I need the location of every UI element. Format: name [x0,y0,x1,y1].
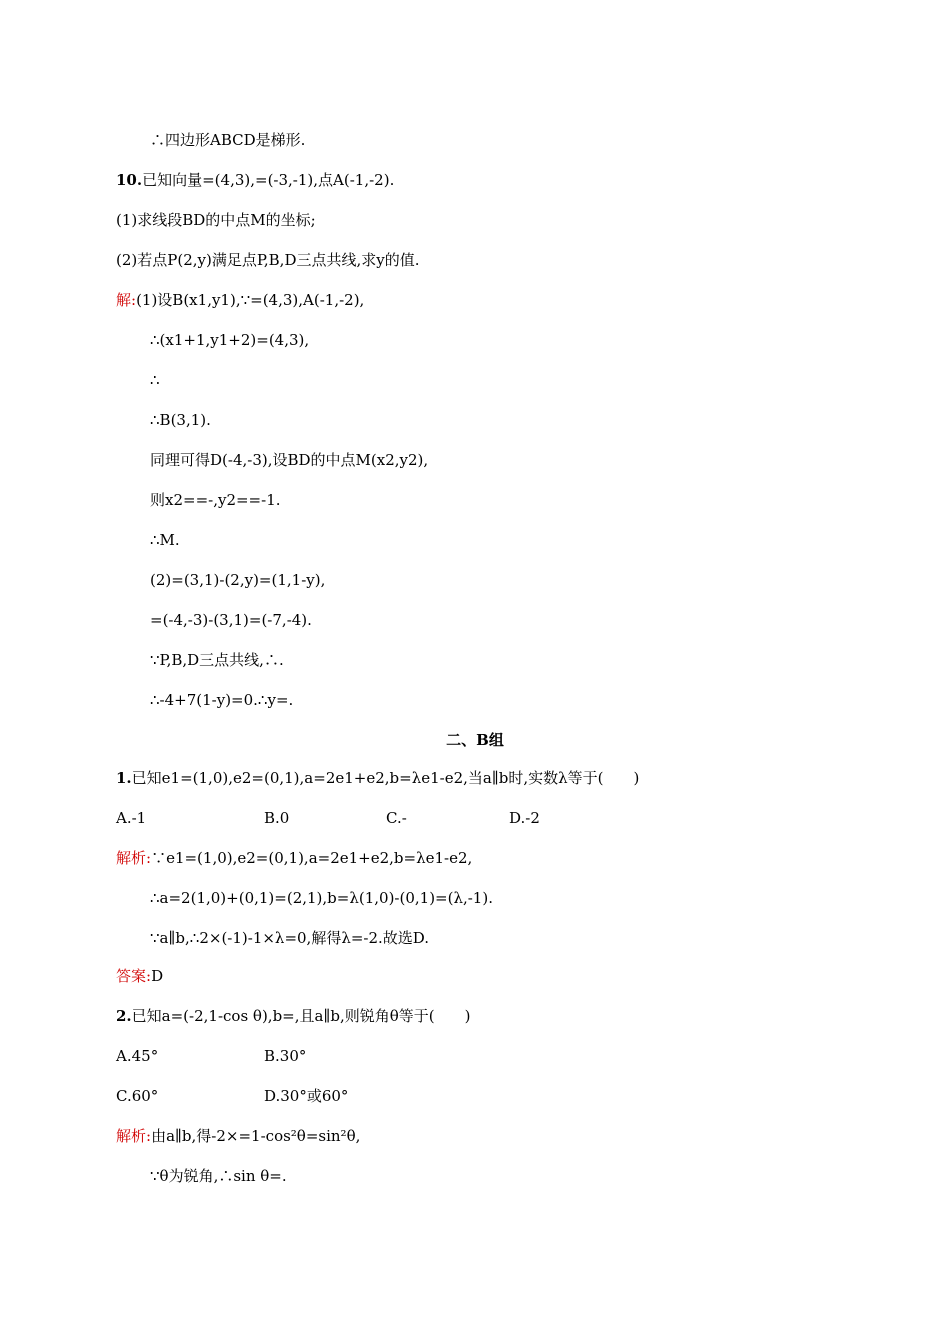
problem-10-part-1: (1)求线段BD的中点M的坐标; [116,211,316,229]
solution-line-5: 同理可得D(-4,-3),设BD的中点M(x2,y2), [150,451,429,469]
option-b: B.30° [264,1047,307,1065]
problem-10-part-2: (2)若点P(2,y)满足点P,B,D三点共线,求y的值. [116,251,420,269]
q2-analysis-line-2: ∵θ为锐角,∴sin θ=. [150,1167,287,1185]
analysis-label: 解析: [116,849,152,867]
question-2-options-row-1 [116,1046,516,1066]
question-1-options [116,808,716,828]
answer-label: 答案: [116,967,152,985]
analysis-label: 解析: [116,1127,152,1145]
solution-line-8: (2)=(3,1)-(2,y)=(1,1-y), [150,571,326,589]
question-2-options-row-2 [116,1086,516,1106]
q1-analysis-line-2: ∴a=2(1,0)+(0,1)=(2,1),b=λ(1,0)-(0,1)=(λ,-1). [150,889,493,907]
solution-line-7: ∴M. [150,531,180,549]
question-text: 已知a=(-2,1-cos θ),b=,且a∥b,则锐角θ等于( ) [131,1007,471,1025]
option-d: D.30°或60° [264,1087,349,1105]
line-trapezoid-conclusion: ∴四边形ABCD是梯形. [150,131,306,149]
option-a: A.-1 [116,809,147,827]
question-number: 1. [116,769,132,787]
solution-line-2: ∴(x1+1,y1+2)=(4,3), [150,331,310,349]
q1-analysis-line-3: ∵a∥b,∴2×(-1)-1×λ=0,解得λ=-2.故选D. [150,929,430,947]
option-c: C.60° [116,1087,159,1105]
problem-10 [116,170,394,190]
q1-analysis-line-1 [116,848,472,868]
problem-number: 10. [116,171,143,189]
q1-answer [116,966,163,986]
solution-line-6: 则x2==-,y2==-1. [150,491,281,509]
option-c: C.- [386,809,407,827]
analysis-text: ∵e1=(1,0),e2=(0,1),a=2e1+e2,b=λe1-e2, [151,849,473,867]
solution-label: 解: [116,291,137,309]
section-title: 二、B组 [446,731,504,749]
solution-line-11: ∴-4+7(1-y)=0.∴y=. [150,691,294,709]
option-b: B.0 [264,809,290,827]
solution-line-10: ∵P,B,D三点共线,∴. [150,651,284,669]
option-d: D.-2 [509,809,540,827]
question-number: 2. [116,1007,132,1025]
question-text: 已知e1=(1,0),e2=(0,1),a=2e1+e2,b=λe1-e2,当a∥b时,实数λ等于( ) [131,769,640,787]
solution-line-3: ∴ [150,371,160,389]
solution-text: (1)设B(x1,y1),∵=(4,3),A(-1,-2), [136,291,365,309]
problem-text: 已知向量=(4,3),=(-3,-1),点A(-1,-2). [142,171,395,189]
answer-value: D [151,967,164,985]
q2-analysis-line-1 [116,1126,360,1146]
question-1 [116,768,639,788]
option-a: A.45° [116,1047,159,1065]
solution-line-1 [116,290,364,310]
analysis-text: 由a∥b,得-2×=1-cos²θ=sin²θ, [151,1127,361,1145]
solution-line-9: =(-4,-3)-(3,1)=(-7,-4). [150,611,312,629]
question-2 [116,1006,471,1026]
solution-line-4: ∴B(3,1). [150,411,211,429]
